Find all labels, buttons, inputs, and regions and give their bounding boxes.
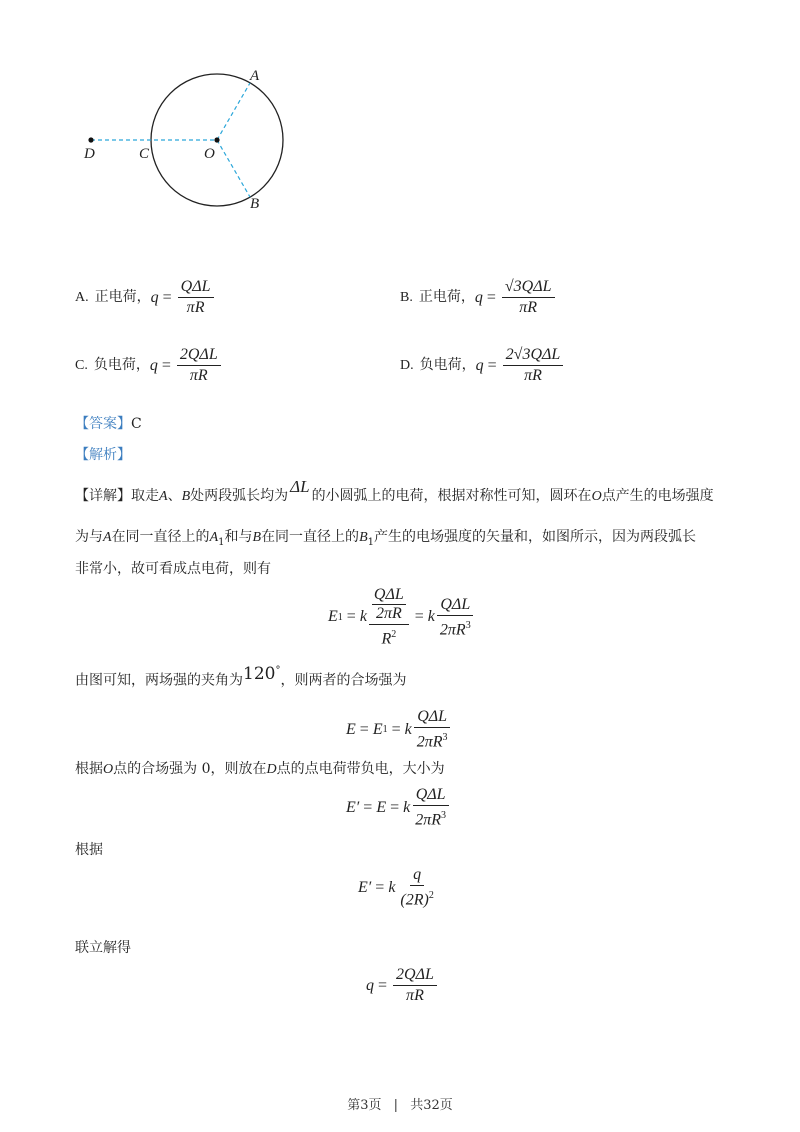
answer-value: C xyxy=(131,416,142,432)
e1-big-denominator xyxy=(378,625,399,648)
circle-diagram xyxy=(70,60,310,220)
detail-l1a: 取走 xyxy=(131,488,159,504)
option-b xyxy=(400,278,557,317)
e1-lhs: E xyxy=(328,608,338,626)
option-c-numerator: 2QΔL xyxy=(177,346,221,366)
e5-lhs: q xyxy=(366,976,374,994)
e1-lhs-sub: 1 xyxy=(337,611,343,623)
e4-den-sup: 2 xyxy=(428,890,434,901)
option-b-lhs: q xyxy=(474,288,483,306)
detail-l1d: 点产生的电场强度 xyxy=(601,488,714,504)
solve-text: 联立解得 xyxy=(75,940,131,956)
detail-line-1 xyxy=(75,477,714,507)
equation-e3 xyxy=(346,786,451,829)
point-d-dot xyxy=(88,137,93,142)
angle-line xyxy=(75,663,407,691)
o-text-d: D xyxy=(266,762,277,777)
e4-fraction xyxy=(397,866,436,909)
e3-denominator xyxy=(412,806,449,829)
detail-sep: 、 xyxy=(167,488,182,504)
e5-eq: = xyxy=(378,976,388,994)
option-b-eq: = xyxy=(486,288,496,306)
label-b: B xyxy=(250,196,260,212)
e1-den-sup: 3 xyxy=(465,619,471,631)
equation-e4 xyxy=(358,866,439,909)
answer-tag: 【答案】 xyxy=(75,416,131,432)
option-d-lhs: q xyxy=(475,356,484,374)
e1-big-den-r: R xyxy=(381,630,392,648)
option-c-fraction xyxy=(177,346,221,385)
equation-e5 xyxy=(366,966,439,1005)
e2-numerator: QΔL xyxy=(414,708,450,728)
e1-big-numerator xyxy=(369,586,409,625)
detail-l1c: 的小圆弧上的电荷，根据对称性可知，圆环在 xyxy=(311,488,592,504)
detail-line-3 xyxy=(75,559,271,579)
option-d-text: 负电荷， xyxy=(419,357,476,373)
option-c xyxy=(75,346,223,385)
e2-den-sup: 3 xyxy=(442,732,448,743)
option-a-denominator: πR xyxy=(186,299,205,316)
point-o-dot xyxy=(214,137,219,142)
e1-big-fraction xyxy=(369,586,409,648)
option-d-numerator: 2√3QΔL xyxy=(503,346,564,366)
e4-eq: = xyxy=(375,878,385,896)
option-a-letter: A. xyxy=(75,289,89,305)
detail-b1: B xyxy=(359,530,368,545)
detail-b1-sub: 1 xyxy=(367,536,374,548)
e2-k: k xyxy=(404,720,412,738)
equation-e1 xyxy=(328,586,476,648)
footer-total: 共32页 xyxy=(410,1098,453,1113)
e1-fraction xyxy=(437,596,474,639)
option-b-fraction xyxy=(502,278,555,317)
e3-eq: = xyxy=(363,798,373,816)
e2-mid-sub: 1 xyxy=(382,724,388,736)
e2-eq2: = xyxy=(391,720,401,738)
basis-line xyxy=(75,840,103,860)
option-d-denominator: πR xyxy=(524,367,542,384)
label-o: O xyxy=(204,146,215,162)
label-c: C xyxy=(139,146,150,162)
dashed-line-oa xyxy=(217,83,250,140)
detail-l2d: 在同一直径上的 xyxy=(261,529,360,545)
o-text-b: 点的合场强为 0，则放在 xyxy=(113,761,267,777)
o-text-c: 点的点电荷带负电，大小为 xyxy=(276,761,445,777)
detail-b-2: B xyxy=(252,530,262,545)
detail-tag: 【详解】 xyxy=(75,488,131,504)
e3-den-sup: 3 xyxy=(441,810,447,821)
e1-k: k xyxy=(359,608,367,626)
o-text-a: 根据 xyxy=(75,761,103,777)
label-a: A xyxy=(250,68,260,84)
option-b-text: 正电荷， xyxy=(418,289,475,305)
e4-den-text: (2R) xyxy=(400,891,429,909)
e1-eq: = xyxy=(346,608,356,626)
e2-fraction xyxy=(414,708,451,751)
option-c-text: 负电荷， xyxy=(93,357,150,373)
footer-page: 第3页 xyxy=(347,1098,382,1113)
option-a-eq: = xyxy=(162,288,172,306)
e1-big-den-sup: 2 xyxy=(391,629,397,640)
detail-l1b: 处两段弧长均为 xyxy=(190,488,289,504)
option-d-fraction xyxy=(503,346,564,385)
e3-den-text: 2πR xyxy=(415,811,442,829)
e1-denominator xyxy=(437,616,474,639)
e4-denominator xyxy=(397,886,436,909)
o-field-line xyxy=(75,759,445,780)
e1-inner-den: 2πR xyxy=(375,605,402,622)
detail-a1-sub: 1 xyxy=(218,536,225,548)
e1-den-text: 2πR xyxy=(439,620,466,638)
e4-k: k xyxy=(388,878,396,896)
e2-mid: E xyxy=(372,720,383,738)
e5-fraction xyxy=(393,966,437,1005)
angle-text-a: 由图可知，两场强的夹角为 xyxy=(75,672,243,689)
option-a-text: 正电荷， xyxy=(94,289,151,305)
option-a-lhs: q xyxy=(150,288,159,306)
page-footer xyxy=(0,1094,800,1113)
detail-a: A xyxy=(159,489,168,504)
e2-denominator xyxy=(414,728,451,751)
option-d xyxy=(400,346,565,385)
detail-l3: 非常小，故可看成点电荷，则有 xyxy=(75,561,271,577)
e5-denominator: πR xyxy=(406,987,424,1004)
e3-k: k xyxy=(403,798,411,816)
answer-line xyxy=(75,414,142,434)
angle-deg: ° xyxy=(275,665,281,676)
equation-e2 xyxy=(346,708,453,751)
option-c-lhs: q xyxy=(149,356,158,374)
option-b-numerator: √3QΔL xyxy=(502,278,555,298)
option-d-eq: = xyxy=(487,356,497,374)
option-a xyxy=(75,278,216,317)
e4-numerator: q xyxy=(410,866,424,886)
angle-text-b: ，则两者的合场强为 xyxy=(280,672,407,689)
solve-line xyxy=(75,938,131,958)
basis-text: 根据 xyxy=(75,842,103,858)
detail-a1: A xyxy=(209,530,219,545)
label-d: D xyxy=(84,146,95,162)
e2-lhs: E xyxy=(346,720,356,738)
e3-eq2: = xyxy=(390,798,400,816)
e2-eq: = xyxy=(359,720,369,738)
detail-delta-l: ΔL xyxy=(290,477,310,496)
detail-l2b: 在同一直径上的 xyxy=(111,529,210,545)
detail-o: O xyxy=(591,489,602,504)
option-b-denominator: πR xyxy=(519,299,538,316)
e1-inner-num: QΔL xyxy=(373,586,404,603)
e3-fraction xyxy=(412,786,449,829)
e4-lhs: E′ xyxy=(358,878,372,896)
e1-numerator: QΔL xyxy=(437,596,473,616)
detail-l2a: 为与 xyxy=(75,529,103,545)
option-d-letter: D. xyxy=(400,357,414,373)
detail-b: B xyxy=(181,489,191,504)
o-text-o: O xyxy=(103,762,114,777)
e2-den-text: 2πR xyxy=(416,733,443,751)
option-c-letter: C. xyxy=(75,357,88,373)
option-a-numerator: QΔL xyxy=(178,278,214,298)
e3-numerator: QΔL xyxy=(413,786,449,806)
option-b-letter: B. xyxy=(400,289,413,305)
e1-k2: k xyxy=(427,608,435,626)
analysis-tag: 【解析】 xyxy=(75,447,131,463)
footer-divider: | xyxy=(393,1098,399,1113)
e3-lhs: E′ xyxy=(346,798,360,816)
detail-a-2: A xyxy=(103,530,112,545)
option-a-fraction xyxy=(178,278,214,317)
e3-mid: E xyxy=(376,798,387,816)
detail-line-2 xyxy=(75,527,696,553)
analysis-line xyxy=(75,445,131,465)
option-c-denominator: πR xyxy=(189,367,208,384)
detail-l2c: 和与 xyxy=(224,529,253,545)
angle-value: 120 xyxy=(243,663,276,684)
e1-eq2: = xyxy=(414,608,424,626)
detail-l2e: 产生的电场强度的矢量和，如图所示，因为两段弧长 xyxy=(374,529,696,545)
dashed-line-ob xyxy=(217,140,250,197)
option-c-eq: = xyxy=(161,356,171,374)
e5-numerator: 2QΔL xyxy=(393,966,437,986)
